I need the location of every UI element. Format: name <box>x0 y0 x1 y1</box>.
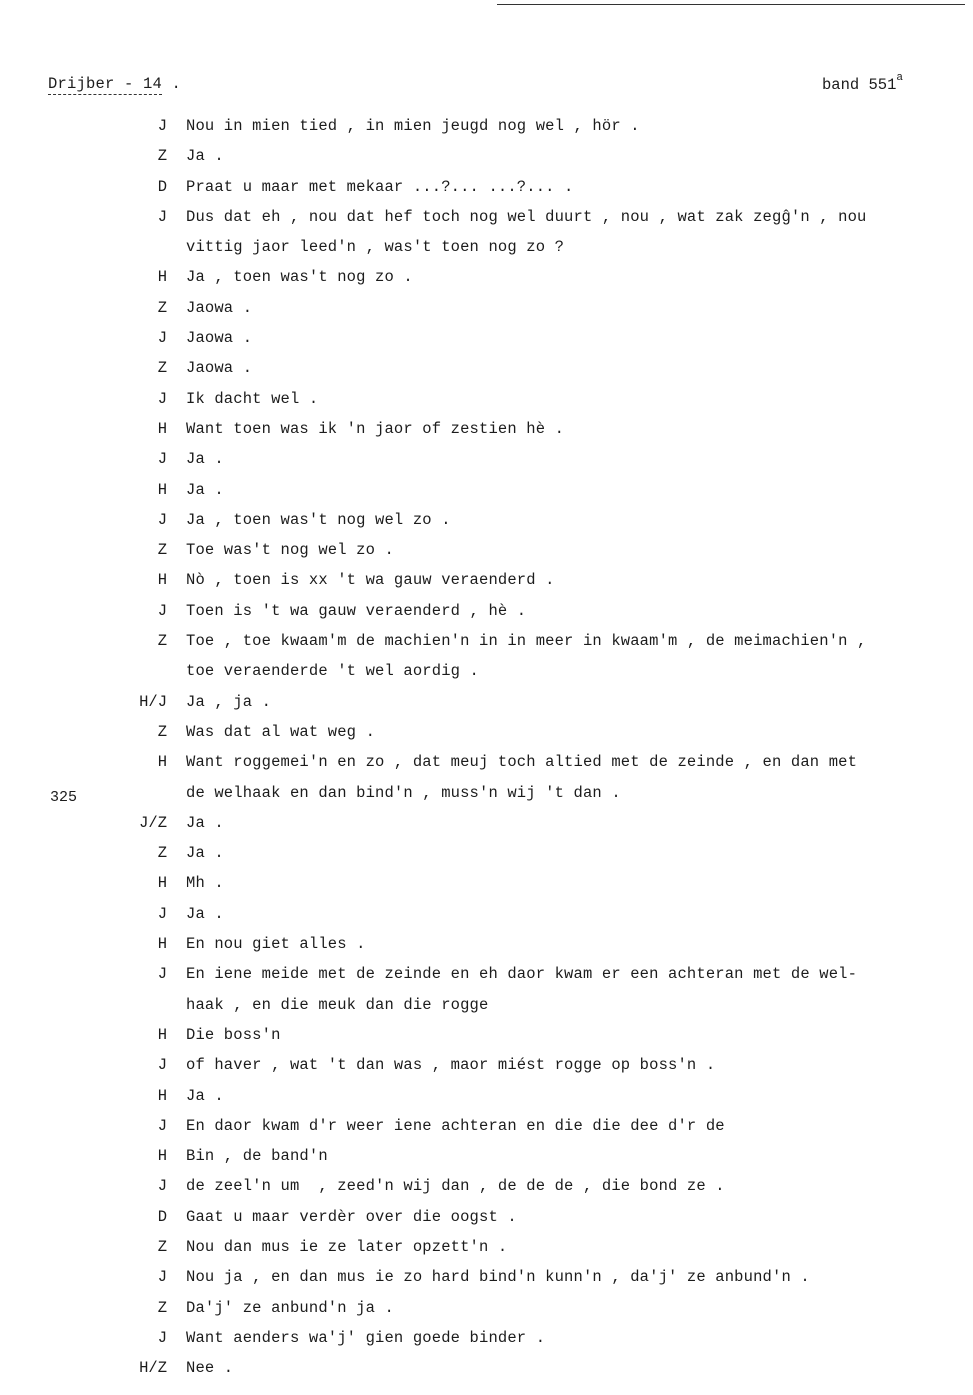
utterance-text: Ja . <box>186 450 224 469</box>
speaker-label: J <box>157 1268 167 1287</box>
transcript-line <box>0 964 973 994</box>
speaker-label: H <box>157 1147 167 1166</box>
utterance-text: of haver , wat 't dan was , maor miést rogge op boss'n . <box>186 1056 716 1075</box>
transcript-line <box>0 1025 973 1055</box>
transcript <box>0 116 973 1388</box>
speaker-label: H <box>157 1086 167 1105</box>
utterance-text: Nò , toen is xx 't wa gauw veraenderd . <box>186 571 555 590</box>
transcript-line <box>0 1358 973 1388</box>
transcript-line <box>0 1116 973 1146</box>
speaker-label: H <box>157 935 167 954</box>
speaker-label: H/J <box>139 692 167 711</box>
speaker-label: H <box>157 753 167 772</box>
transcript-line <box>0 480 973 510</box>
utterance-text: Ja , ja . <box>186 692 272 711</box>
speaker-label: J <box>157 389 167 408</box>
transcript-line <box>0 510 973 540</box>
transcript-line <box>0 1086 973 1116</box>
utterance-text: haak , en die meuk dan die rogge <box>186 995 489 1014</box>
transcript-line <box>0 389 973 419</box>
utterance-text: Dus dat eh , nou dat hef toch nog wel duurt , nou , wat zak zegĝ'n , nou <box>186 207 867 226</box>
margin-counter: 325 <box>50 789 78 806</box>
transcript-line <box>0 358 973 388</box>
utterance-text: En iene meide met de zeinde en eh daor kwam er een achteran met de wel- <box>186 965 858 984</box>
utterance-text: Nou ja , en dan mus ie zo hard bind'n kunn'n , da'j' ze anbund'n . <box>186 1268 810 1287</box>
transcript-line <box>0 1176 973 1206</box>
speaker-label: Z <box>157 722 167 741</box>
speaker-label: J <box>157 904 167 923</box>
transcript-line <box>0 146 973 176</box>
speaker-label: J <box>157 117 167 135</box>
transcript-line <box>0 298 973 328</box>
speaker-label: Z <box>157 147 167 166</box>
utterance-text: Jaowa . <box>186 298 253 317</box>
utterance-text: Ja . <box>186 480 224 499</box>
utterance-text: Toe was't nog wel zo . <box>186 541 394 560</box>
utterance-text: Nee . <box>186 1359 234 1378</box>
utterance-text: Ja . <box>186 904 224 923</box>
utterance-text: Ja . <box>186 844 224 863</box>
utterance-text: Ik dacht wel . <box>186 389 319 408</box>
speaker-label: Z <box>157 359 167 378</box>
speaker-label: J <box>157 601 167 620</box>
transcript-line <box>0 570 973 600</box>
speaker-label: H/Z <box>139 1359 167 1378</box>
utterance-text: Da'j' ze anbund'n ja . <box>186 1298 394 1317</box>
utterance-text: Want toen was ik 'n jaor of zestien hè . <box>186 419 565 438</box>
speaker-label: H <box>157 419 167 438</box>
speaker-label: J <box>157 1056 167 1075</box>
transcript-line <box>0 449 973 479</box>
speaker-label: Z <box>157 298 167 317</box>
transcript-line <box>0 1146 973 1176</box>
utterance-text: Toe , toe kwaam'm de machien'n in in meer in kwaam'm , de meimachien'n , <box>186 632 867 651</box>
utterance-text: Ja , toen was't nog zo . <box>186 268 413 287</box>
utterance-text: Toen is 't wa gauw veraenderd , hè . <box>186 601 527 620</box>
transcript-line <box>0 783 973 813</box>
speaker-label: Z <box>157 844 167 863</box>
transcript-line <box>0 419 973 449</box>
transcript-line <box>0 601 973 631</box>
utterance-text: de zeel'n um , zeed'n wij dan , de de de , die bond ze . <box>186 1177 725 1196</box>
transcript-line <box>0 1237 973 1267</box>
speaker-label: J <box>157 510 167 529</box>
utterance-text: Ja . <box>186 813 224 832</box>
page-title <box>48 75 181 93</box>
transcript-line <box>0 843 973 873</box>
speaker-label: H <box>157 571 167 590</box>
utterance-text: En nou giet alles . <box>186 935 366 954</box>
speaker-label: J <box>157 207 167 226</box>
transcript-line <box>0 207 973 237</box>
band-number: band 551 <box>822 76 897 95</box>
utterance-text: Jaowa . <box>186 329 253 348</box>
speaker-label: J <box>157 1116 167 1135</box>
utterance-text: vittig jaor leed'n , was't toen nog zo ? <box>186 238 565 257</box>
speaker-label: Z <box>157 1237 167 1256</box>
speaker-label: J <box>157 450 167 469</box>
transcript-line <box>0 1267 973 1297</box>
transcript-line <box>0 177 973 207</box>
transcript-line <box>0 813 973 843</box>
speaker-label: Z <box>157 1298 167 1317</box>
band-superscript: a <box>896 72 904 84</box>
speaker-label: J <box>157 1328 167 1347</box>
utterance-text: Ja . <box>186 147 224 166</box>
utterance-text: Mh . <box>186 874 224 893</box>
transcript-line <box>0 995 973 1025</box>
utterance-text: Gaat u maar verdèr over die oogst . <box>186 1207 517 1226</box>
speaker-label: H <box>157 1025 167 1044</box>
utterance-text: Ja , toen was't nog wel zo . <box>186 510 451 529</box>
top-rule <box>497 4 965 5</box>
transcript-line <box>0 1207 973 1237</box>
speaker-label: D <box>157 177 167 196</box>
speaker-label: Z <box>157 632 167 651</box>
utterance-text: Praat u maar met mekaar ...?... ...?... . <box>186 177 574 196</box>
utterance-text: Want roggemei'n en zo , dat meuj toch altied met de zeinde , en dan met <box>186 753 858 772</box>
utterance-text: Ja . <box>186 1086 224 1105</box>
transcript-line <box>0 237 973 267</box>
speaker-label: H <box>157 268 167 287</box>
speaker-label: J/Z <box>139 813 167 832</box>
utterance-text: Nou in mien tied , in mien jeugd nog wel , hör . <box>186 117 640 135</box>
speaker-label: H <box>157 480 167 499</box>
transcript-line <box>0 692 973 722</box>
utterance-text: Jaowa . <box>186 359 253 378</box>
transcript-line <box>0 328 973 358</box>
speaker-label: J <box>157 1177 167 1196</box>
transcript-line <box>0 904 973 934</box>
transcript-line <box>0 1328 973 1358</box>
utterance-text: Was dat al wat weg . <box>186 722 376 741</box>
band-label <box>822 72 904 95</box>
utterance-text: Nou dan mus ie ze later opzett'n . <box>186 1237 508 1256</box>
transcript-line <box>0 661 973 691</box>
utterance-text: Want aenders wa'j' gien goede binder . <box>186 1328 546 1347</box>
transcript-line <box>0 631 973 661</box>
transcript-line <box>0 1055 973 1085</box>
speaker-label: Z <box>157 541 167 560</box>
utterance-text: de welhaak en dan bind'n , muss'n wij 't dan . <box>186 783 621 802</box>
transcript-line <box>0 752 973 782</box>
utterance-text: toe veraenderde 't wel aordig . <box>186 662 479 681</box>
speaker-label: J <box>157 329 167 348</box>
transcript-line <box>0 873 973 903</box>
transcript-line <box>0 934 973 964</box>
transcript-line <box>0 267 973 297</box>
transcript-line <box>0 1298 973 1328</box>
speaker-label: J <box>157 965 167 984</box>
transcript-line <box>0 540 973 570</box>
page-title-tail: . <box>162 75 182 93</box>
transcript-line <box>0 722 973 752</box>
utterance-text: Die boss'n <box>186 1025 281 1044</box>
speaker-label: H <box>157 874 167 893</box>
page-title-underlined: Drijber - 14 <box>48 75 163 93</box>
utterance-text: Bin , de band'n <box>186 1147 328 1166</box>
transcript-line <box>0 116 973 146</box>
utterance-text: En daor kwam d'r weer iene achteran en die die dee d'r de <box>186 1116 725 1135</box>
speaker-label: D <box>157 1207 167 1226</box>
